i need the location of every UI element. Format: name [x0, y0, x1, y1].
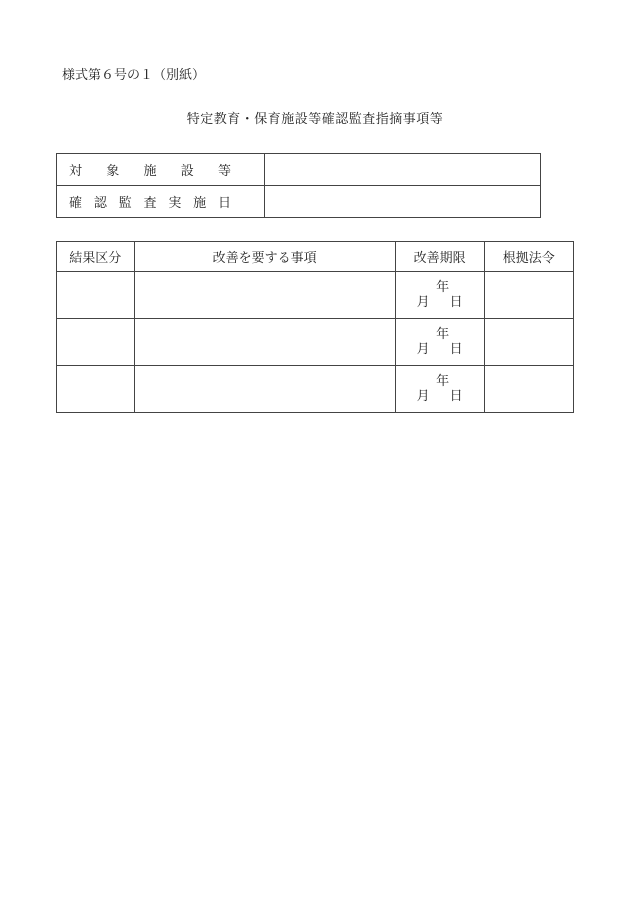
table-row	[57, 272, 574, 319]
audit-date-value[interactable]	[265, 186, 541, 218]
facility-row	[57, 154, 541, 186]
findings-header-row	[57, 242, 574, 272]
facility-value[interactable]	[265, 154, 541, 186]
result-category-cell[interactable]	[57, 366, 135, 413]
month-label: 月	[416, 295, 430, 310]
document-title: 特定教育・保育施設等確認監査指摘事項等	[186, 112, 444, 127]
header-legal-basis: 根拠法令	[484, 242, 573, 272]
facility-label-char: 施	[143, 164, 157, 179]
deadline-cell[interactable]	[395, 272, 484, 319]
table-row	[57, 319, 574, 366]
findings-table	[56, 241, 574, 413]
year-label: 年	[436, 280, 450, 295]
year-label: 年	[436, 327, 450, 342]
facility-label-char: 対	[69, 164, 83, 179]
audit-date-label-char: 施	[193, 196, 207, 211]
audit-date-label-char: 査	[143, 196, 157, 211]
result-category-cell[interactable]	[57, 272, 135, 319]
deadline-cell[interactable]	[395, 319, 484, 366]
audit-date-label	[57, 186, 265, 218]
month-label: 月	[416, 389, 430, 404]
audit-date-label-char: 確	[69, 196, 83, 211]
facility-info-table	[56, 153, 541, 218]
audit-date-row	[57, 186, 541, 218]
day-label: 日	[449, 342, 463, 357]
legal-basis-cell[interactable]	[484, 272, 573, 319]
form-number: 様式第６号の１（別紙）	[62, 68, 206, 83]
facility-label-char: 設	[180, 164, 194, 179]
legal-basis-cell[interactable]	[484, 366, 573, 413]
year-label: 年	[436, 374, 450, 389]
header-result-category: 結果区分	[57, 242, 135, 272]
facility-label-char: 等	[217, 164, 231, 179]
legal-basis-cell[interactable]	[484, 319, 573, 366]
audit-date-label-char: 実	[168, 196, 182, 211]
improvement-item-cell[interactable]	[134, 366, 395, 413]
improvement-item-cell[interactable]	[134, 319, 395, 366]
header-improvement-deadline: 改善期限	[395, 242, 484, 272]
month-label: 月	[416, 342, 430, 357]
audit-date-label-char: 認	[93, 196, 107, 211]
day-label: 日	[449, 389, 463, 404]
header-improvement-item: 改善を要する事項	[134, 242, 395, 272]
audit-date-label-char: 監	[118, 196, 132, 211]
facility-label-char: 象	[106, 164, 120, 179]
deadline-cell[interactable]	[395, 366, 484, 413]
improvement-item-cell[interactable]	[134, 272, 395, 319]
facility-label	[57, 154, 265, 186]
audit-date-label-char: 日	[217, 196, 231, 211]
day-label: 日	[449, 295, 463, 310]
table-row	[57, 366, 574, 413]
result-category-cell[interactable]	[57, 319, 135, 366]
